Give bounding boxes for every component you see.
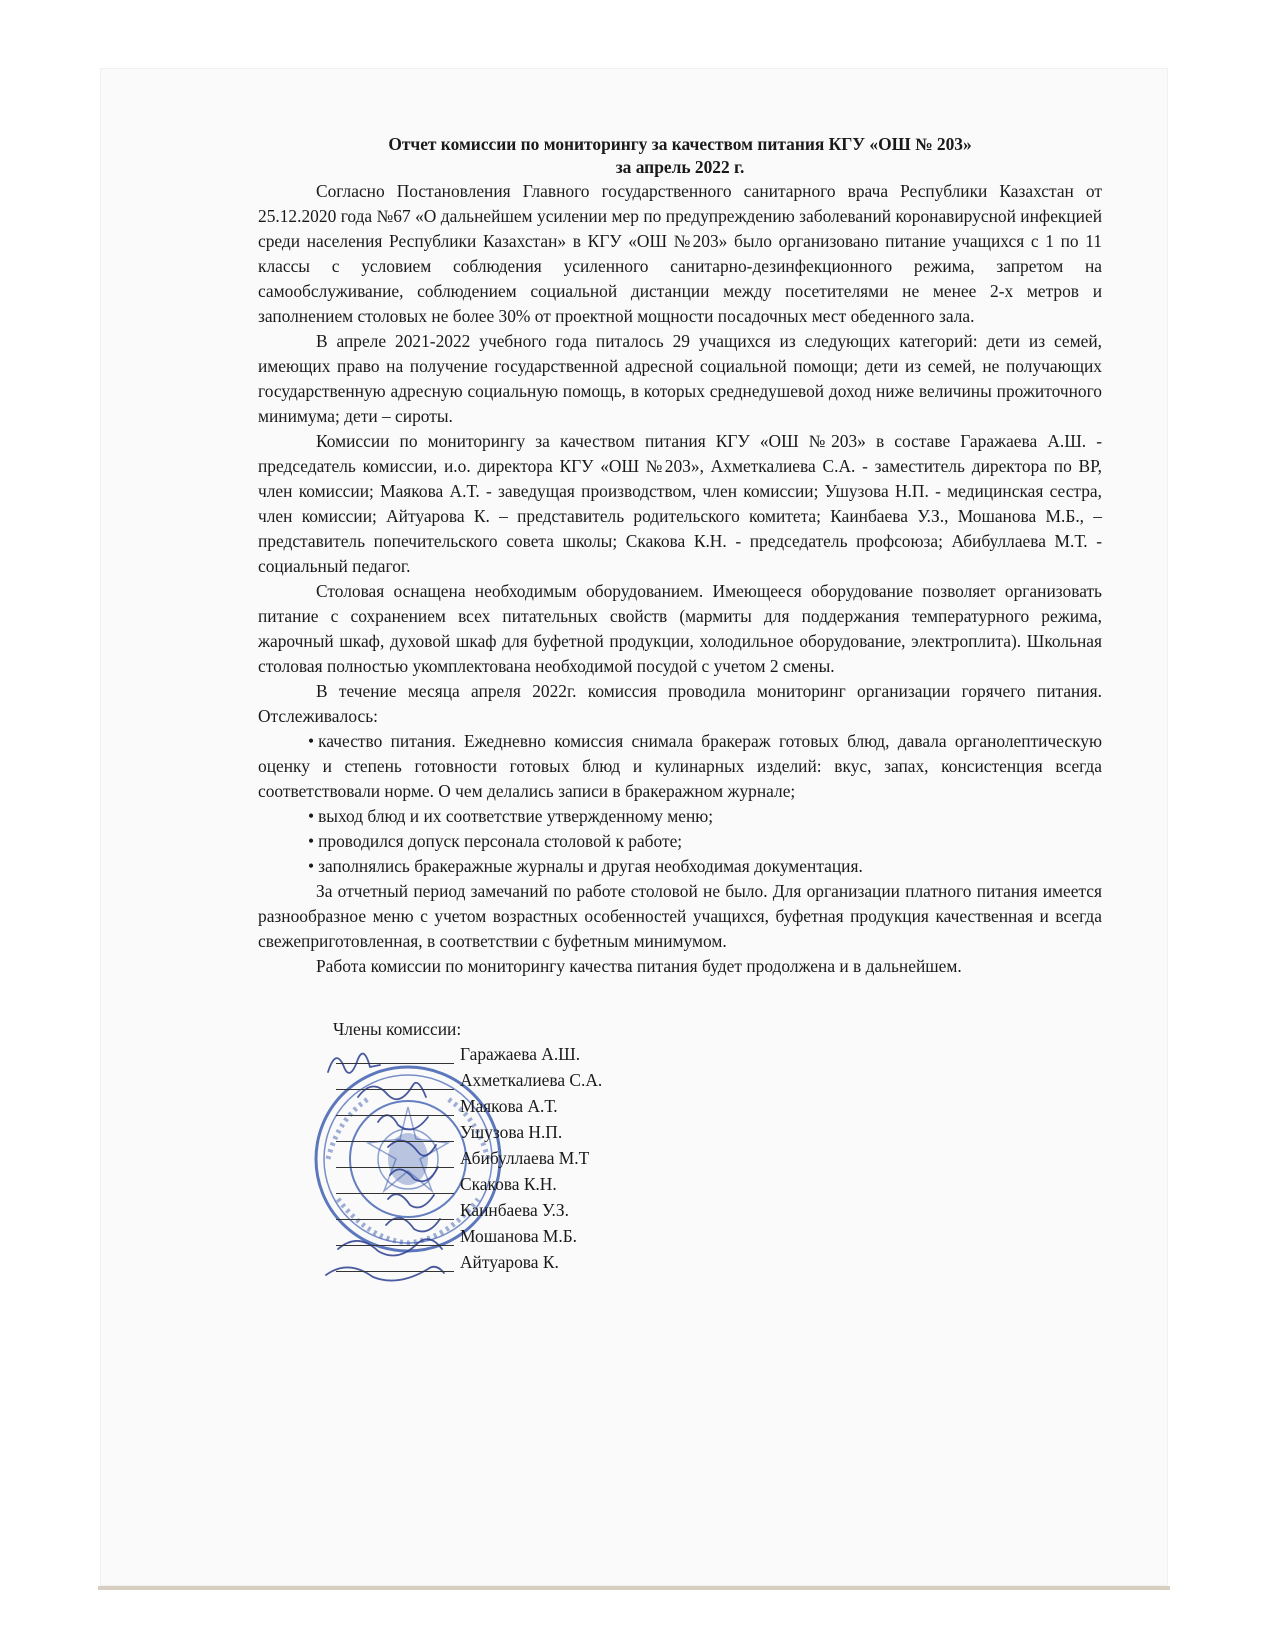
paragraph-5: В течение месяца апреля 2022г. комиссия проводила мониторинг организации горячего питания. Отслеживалось: bbox=[258, 681, 1102, 726]
signature-row bbox=[336, 1120, 696, 1145]
signature-line bbox=[336, 1167, 454, 1168]
closing-paragraph-2: Работа комиссии по мониторингу качества питания будет продолжена и в дальнейшем. bbox=[316, 956, 962, 976]
document-title bbox=[258, 133, 1102, 179]
signature-line bbox=[336, 1193, 454, 1194]
signature-row bbox=[336, 1224, 696, 1249]
member-name: Каинбаева У.З. bbox=[460, 1200, 569, 1220]
list-item bbox=[258, 804, 1102, 829]
closing-paragraph-1: За отчетный период замечаний по работе столовой не было. Для организации платного питания имеется разнообразное меню с учетом возрастных особенностей учащихся, буфетная продукция качественная и всегда свежеприготовленная, в соответствии с буфетным минимумом. bbox=[258, 881, 1102, 951]
paragraph-3: Комиссии по мониторингу за качеством питания КГУ «ОШ №203» в составе Гаражаева А.Ш. - председатель комиссии, и.о. директора КГУ «ОШ №203», Ахметкалиева С.А. - заместитель директора по ВР, член комиссии; Маякова А.Т. - заведущая производством, член комиссии; Ушузова Н.П. - медицинская сестра, член комиссии; Айтуарова К. – представитель родительского комитета; Каинбаева У.З., Мошанова М.Б., – представитель попечительского совета школы; Скакова К.Н. - председатель профсоюза; Абибуллаева М.Т. - социальный педагог. bbox=[258, 431, 1102, 576]
member-name: Айтуарова К. bbox=[460, 1252, 559, 1272]
signature-line bbox=[336, 1115, 454, 1116]
document-content bbox=[258, 133, 1102, 1287]
bullet-icon: • bbox=[308, 831, 315, 851]
list-item-text: выход блюд и их соответствие утвержденному меню; bbox=[318, 806, 714, 826]
member-name: Гаражаева А.Ш. bbox=[460, 1044, 581, 1064]
member-name: Мошанова М.Б. bbox=[460, 1226, 578, 1246]
paragraph-1: Согласно Постановления Главного государственного санитарного врача Республики Казахстан от 25.12.2020 года №67 «О дальнейшем усилении мер по предупреждению заболеваний коронавирусной инфекцией среди населения Республики Казахстан» в КГУ «ОШ №203» было организовано питание учащихся с 1 по 11 классы с условием соблюдения усиленного санитарно-дезинфекционного режима, запретом на самообслуживание, соблюдением социальной дистанции между посетителями не менее 2-х метров и заполнением столовых не более 30% от проектной мощности посадочных мест обеденного зала. bbox=[258, 181, 1102, 326]
list-item bbox=[258, 854, 1102, 879]
bullet-icon: • bbox=[308, 731, 315, 751]
members-title: Члены комиссии: bbox=[333, 1019, 462, 1039]
bullet-icon: • bbox=[308, 856, 315, 876]
signature-line bbox=[336, 1219, 454, 1220]
member-name: Абибуллаева М.Т bbox=[460, 1148, 590, 1168]
list-item-text: заполнялись бракеражные журналы и другая необходимая документация. bbox=[318, 856, 863, 876]
signature-line bbox=[336, 1245, 454, 1246]
spacer bbox=[258, 979, 1102, 1009]
signature-row bbox=[336, 1198, 696, 1223]
signature-block bbox=[258, 1017, 1102, 1287]
signature-row bbox=[336, 1250, 696, 1275]
signature-row bbox=[336, 1146, 696, 1171]
signature-row bbox=[336, 1042, 696, 1067]
signature-row bbox=[336, 1068, 696, 1093]
member-name: Ахметкалиева С.А. bbox=[460, 1070, 603, 1090]
signature-row bbox=[336, 1172, 696, 1197]
paragraph-2: В апреле 2021-2022 учебного года питалось 29 учащихся из следующих категорий: дети из семей, имеющих право на получение государственной адресной социальной помощи; дети из семей, не получающих государственную адресную социальную помощь, в которых среднедушевой доход ниже величины прожиточного минимума; дети – сироты. bbox=[258, 331, 1102, 426]
signature-line bbox=[336, 1089, 454, 1090]
signature-line bbox=[336, 1141, 454, 1142]
member-name: Скакова К.Н. bbox=[460, 1174, 557, 1194]
title-line-1: Отчет комиссии по мониторингу за качеством питания КГУ «ОШ № 203» bbox=[388, 134, 972, 154]
monitoring-list bbox=[258, 729, 1102, 879]
title-line-2: за апрель 2022 г. bbox=[615, 157, 745, 177]
list-item-text: проводился допуск персонала столовой к работе; bbox=[318, 831, 683, 851]
bullet-icon: • bbox=[308, 806, 315, 826]
signature-line bbox=[336, 1271, 454, 1272]
paragraph-4: Столовая оснащена необходимым оборудованием. Имеющееся оборудование позволяет организовать питание с сохранением всех питательных свойств (мармиты для поддержания температурного режима, жарочный шкаф, духовой шкаф для буфетной продукции, холодильное оборудование, электроплита). Школьная столовая полностью укомплектована необходимой посудой с учетом 2 смены. bbox=[258, 581, 1102, 676]
list-item bbox=[258, 729, 1102, 804]
signature-row bbox=[336, 1094, 696, 1119]
list-item bbox=[258, 829, 1102, 854]
signature-line bbox=[336, 1063, 454, 1064]
list-item-text: качество питания. Ежедневно комиссия снимала бракераж готовых блюд, давала органолептическую оценку и степень готовности готовых блюд и кулинарных изделий: вкус, запах, консистенция всегда соответствовали норме. О чем делались записи в бракеражном журнале; bbox=[258, 731, 1102, 801]
document-sheet bbox=[100, 68, 1168, 1586]
member-name: Ушузова Н.П. bbox=[460, 1122, 563, 1142]
member-name: Маякова А.Т. bbox=[460, 1096, 558, 1116]
